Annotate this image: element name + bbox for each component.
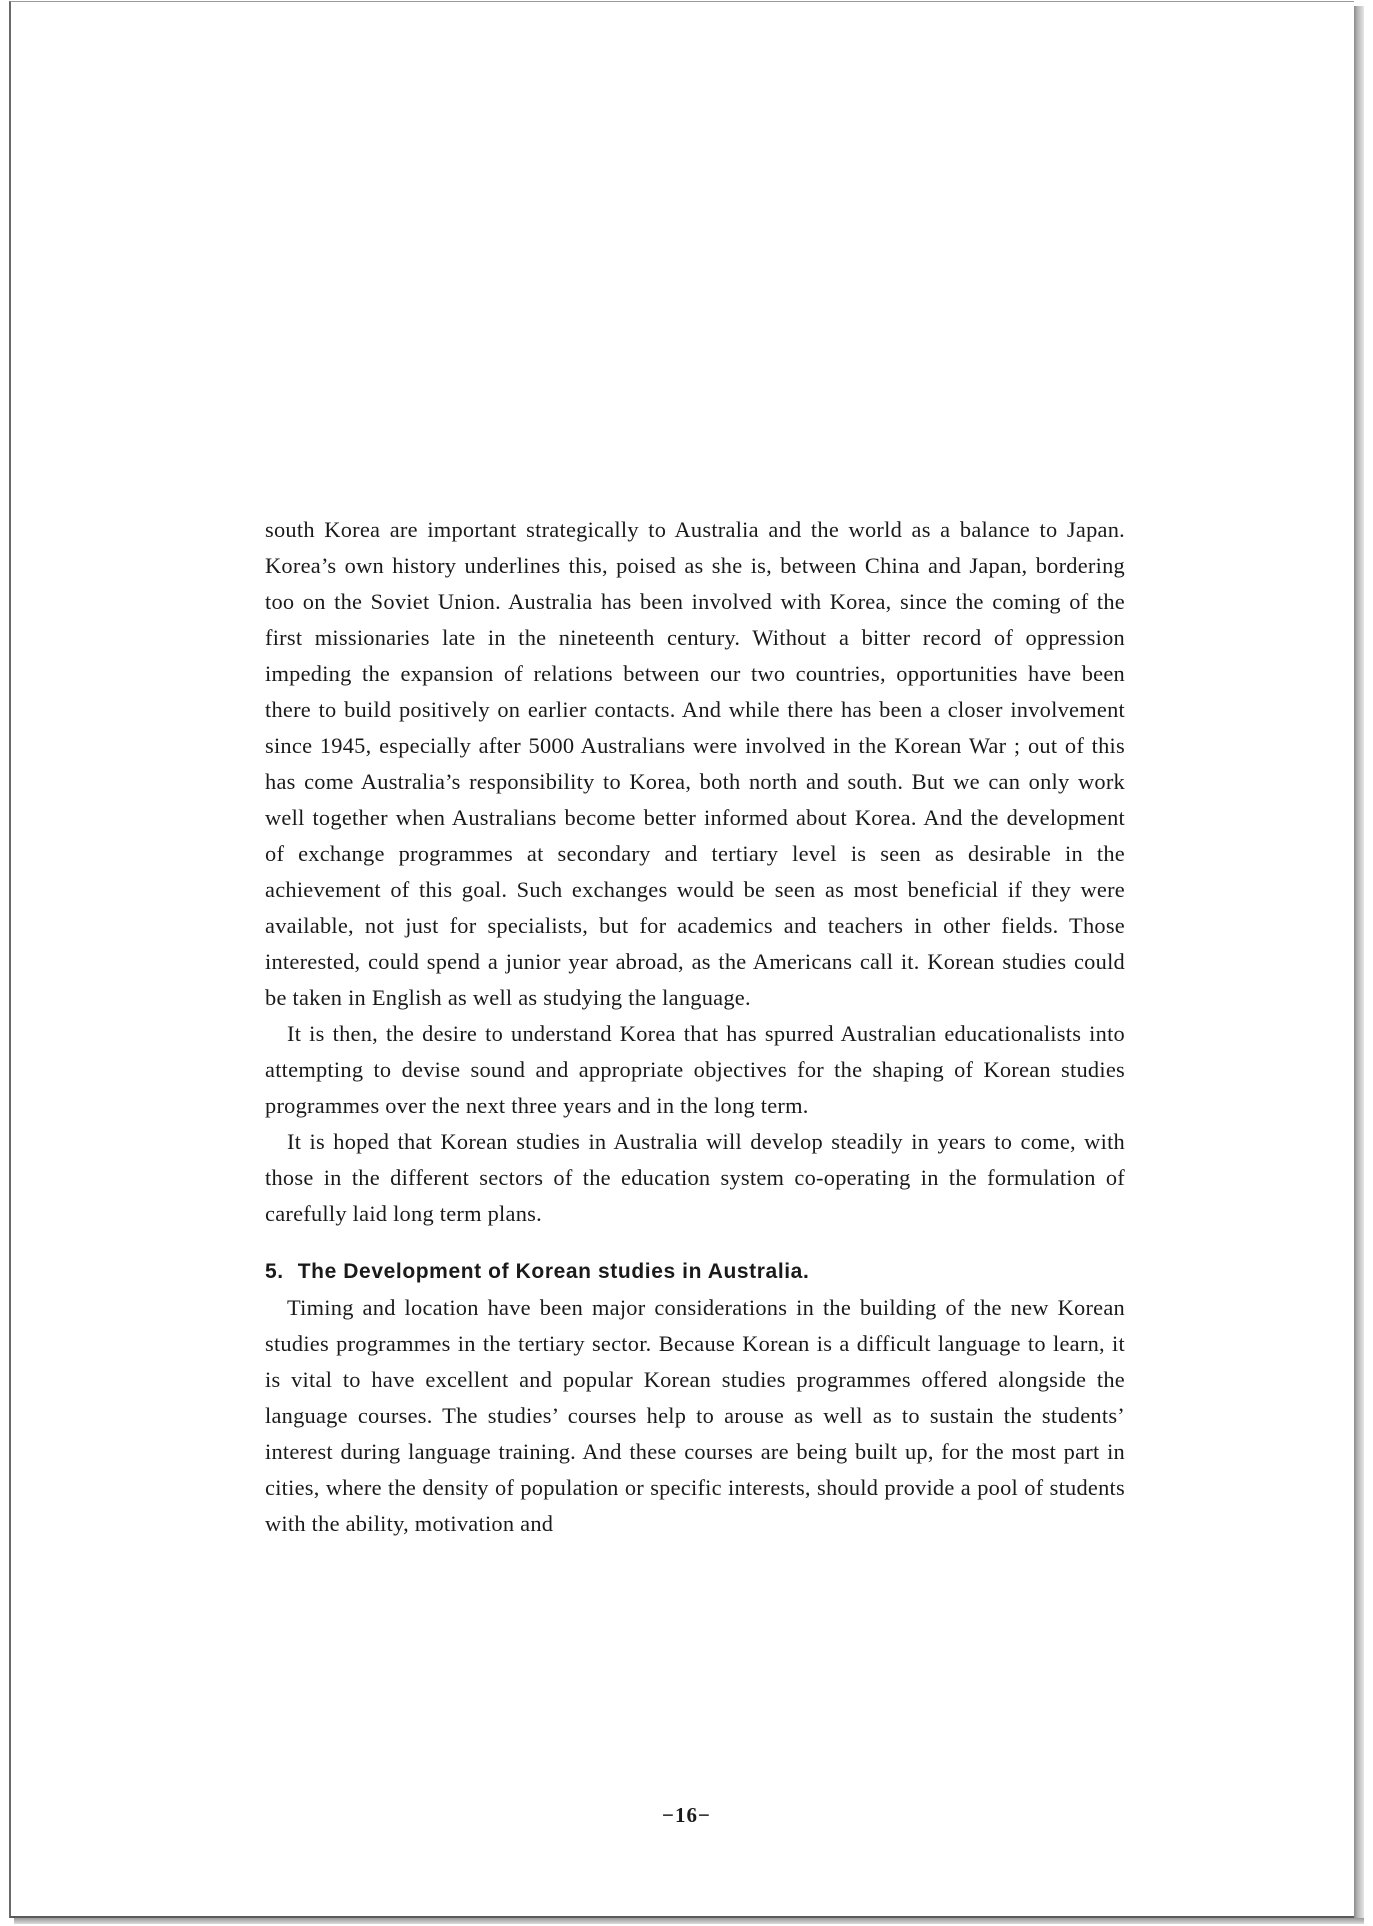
page-edge-shadow-bottom [14,1918,1364,1924]
page-body [265,512,1125,1542]
section-paragraph: Timing and location have been major considerations in the building of the new Korean studies programmes in the tertiary sector. Because Korean is a difficult language to learn, it is vital to have excellent and popular Korean studies programmes offered alongside the language courses. The studies’ courses help to arouse as well as to sustain the students’ interest during language training. And these courses are being built up, for the most part in cities, where the density of population or specific interests, should provide a pool of students with the ability, motivation and [265,1295,1125,1536]
section-title: The Development of Korean studies in Australia. [297,1260,810,1283]
page-edge-shadow-right [1354,6,1364,1920]
body-paragraph: It is then, the desire to understand Korea that has spurred Australian educationalists into attempting to devise sound and appropriate objectives for the shaping of Korean studies programmes over the next three years and in the long term. [265,1021,1125,1118]
body-paragraph: south Korea are important strategically to Australia and the world as a balance to Japan. Korea’s own history underlines this, poised as she is, between China and Japan, bordering too on the Soviet Union. Australia has been involved with Korea, since the coming of the first missionaries late in the nineteenth century. Without a bitter record of oppression impeding the expansion of relations between our two countries, opportunities have been there to build positively on earlier contacts. And while there has been a closer involvement since 1945, especially after 5000 Australians were involved in the Korean War ; out of this has come Australia’s responsibility to Korea, both north and south. But we can only work well together when Australians become better informed about Korea. And the development of exchange programmes at secondary and tertiary level is seen as desirable in the achievement of this goal. Such exchanges would be seen as most beneficial if they were available, not just for specialists, but for academics and teachers in other fields. Those interested, could spend a junior year abroad, as the Americans call it. Korean studies could be taken in English as well as studying the language. [265,517,1125,1010]
section-number: 5. [265,1260,284,1283]
section-heading [265,1254,1125,1290]
body-paragraph: It is hoped that Korean studies in Australia will develop steadily in years to come, with those in the different sectors of the education system co-operating in the formulation of carefully laid long term plans. [265,1129,1125,1226]
page-number: −16− [662,1803,711,1827]
